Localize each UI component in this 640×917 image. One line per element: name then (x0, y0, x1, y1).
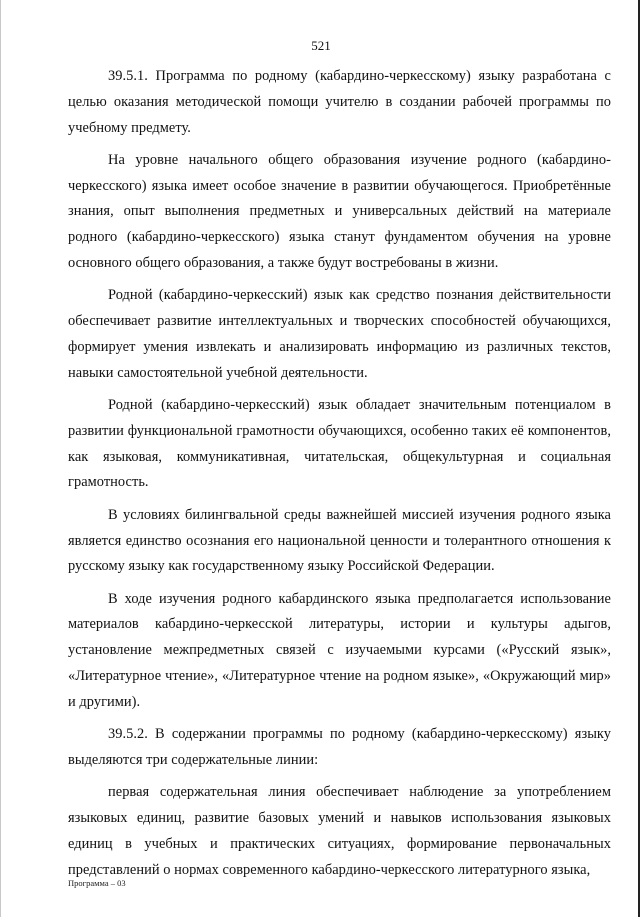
paragraph-bilingual-environment: В условиях билингвальной среды важнейшей миссией изучения родного языка является единство осознания его национальной ценности и толерантного отношения к русскому языку как государственному языку Российской Федерации. (68, 506, 611, 575)
paragraph-functional-literacy: Родной (кабардино-черкесский) язык обладает значительным потенциалом в развитии функциональной грамотности обучающихся, особенно таких её компонентов, как языковая, коммуникативная, читательская, общекультурная и социальная грамотность. (68, 397, 611, 491)
paragraph-39-5-2: 39.5.2. В содержании программы по родному (кабардино-черкесскому) языку выделяются три содержательные линии: (68, 726, 611, 768)
page-number: 521 (311, 38, 331, 53)
paragraph-primary-level: На уровне начального общего образования изучение родного (кабардино-черкесского) языка имеет особое значение в развитии обучающегося. Приобретённые знания, опыт выполнения предметных и универсальных действий на материале родного (кабардино-черкесского) языка станут фундаментом обучения на уровне основного общего образования, а также будут востребованы в жизни. (68, 151, 611, 272)
paragraph-means-of-cognition: Родной (кабардино-черкесский) язык как средство познания действительности обеспечивает развитие интеллектуальных и творческих способностей обучающихся, формирует умения извлекать и анализировать информацию из различных текстов, навыки самостоятельной учебной деятельности. (68, 287, 611, 381)
paragraph-39-5-1: 39.5.1. Программа по родному (кабардино-черкесскому) языку разработана с целью оказания методической помощи учителю в создании рабочей программы по учебному предмету. (68, 68, 611, 136)
body-text (68, 64, 611, 890)
paragraph-first-content-line: первая содержательная линия обеспечивает наблюдение за употреблением языковых единиц, развитие базовых умений и навыков использования языковых единиц в учебных и практических ситуациях, формирование первоначальных представлений о нормах современного кабардино-черкесского литературного языка, (68, 784, 611, 878)
paragraph-interdisciplinary: В ходе изучения родного кабардинского языка предполагается использование материалов кабардино-черкесской литературы, истории и культуры адыгов, установление межпредметных связей с изучаемыми курсами («Русский язык», «Литературное чтение», «Литературное чтение на родном языке», «Окружающий мир» и другими). (68, 590, 611, 710)
footer-label: Программа – 03 (68, 878, 126, 888)
